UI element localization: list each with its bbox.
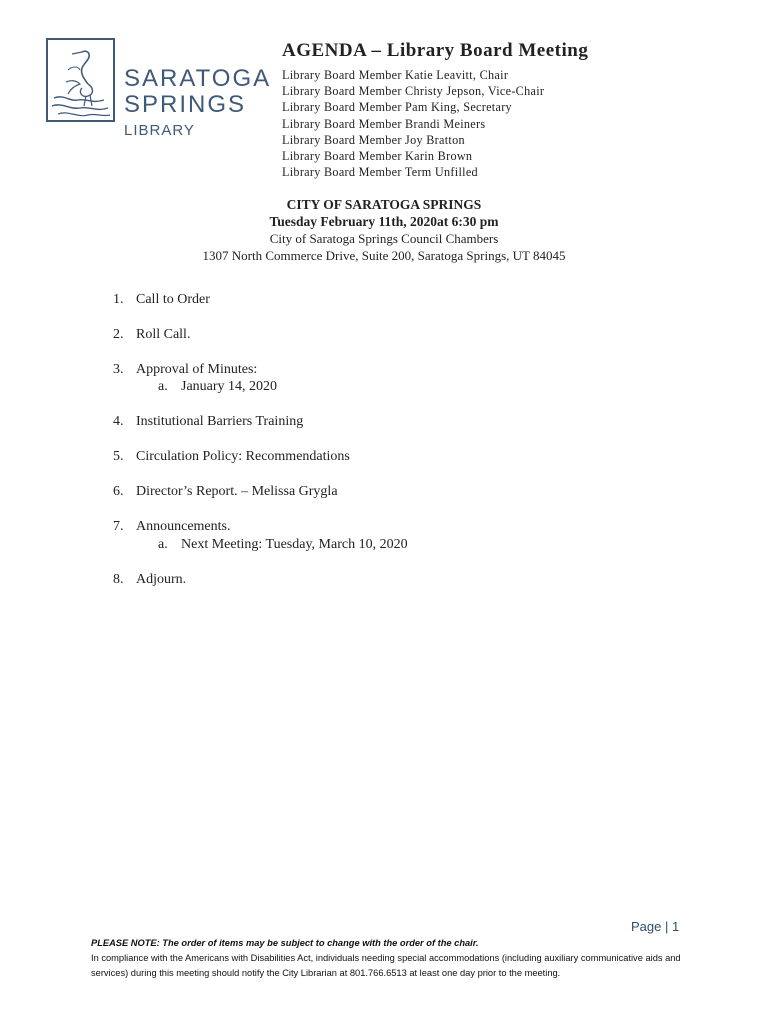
meeting-date: Tuesday February 11th, 2020at 6:30 pm — [269, 214, 499, 229]
agenda-item-number: 3. — [113, 362, 124, 377]
agenda-subitem-text: Next Meeting: Tuesday, March 10, 2020 — [181, 537, 408, 552]
agenda-subitem-text: January 14, 2020 — [181, 379, 278, 394]
agenda-item-text: Approval of Minutes: — [136, 362, 258, 377]
agenda-subitem-letter: a. — [158, 379, 168, 394]
board-member-list — [282, 67, 544, 180]
board-member: Library Board Member Brandi Meiners — [282, 116, 486, 131]
meeting-venue: City of Saratoga Springs Council Chambers — [269, 231, 499, 246]
footer-notice — [91, 936, 691, 981]
logo-line-library: LIBRARY — [124, 122, 195, 139]
agenda-item-text: Institutional Barriers Training — [136, 414, 304, 429]
agenda-item-number: 7. — [113, 519, 124, 534]
agenda-item-number: 1. — [113, 292, 124, 307]
agenda-item-text: Announcements. — [136, 519, 231, 534]
agenda-item-text: Director’s Report. – Melissa Grygla — [136, 484, 338, 499]
board-member: Library Board Member Christy Jepson, Vice-Chair — [282, 84, 545, 99]
agenda-item-number: 6. — [113, 484, 124, 499]
library-wordmark — [124, 66, 271, 142]
agenda-item-text: Adjourn. — [136, 572, 187, 587]
agenda-item-number: 4. — [113, 414, 124, 429]
agenda-item — [113, 362, 257, 378]
agenda-subitem — [158, 537, 408, 553]
agenda-item — [113, 292, 210, 308]
library-logo — [46, 38, 115, 122]
footer-ada-text: In compliance with the Americans with Disabilities Act, individuals needing special accommodations (including auxiliary communicative aids and services) during this meeting should notify the City Librarian at 801.766.6513 at least one day prior to the meeting. — [91, 953, 681, 978]
board-member: Library Board Member Katie Leavitt, Chair — [282, 68, 509, 82]
agenda-item — [113, 572, 186, 588]
agenda-item — [113, 449, 350, 465]
agenda-subitem-letter: a. — [158, 537, 168, 552]
meeting-address: 1307 North Commerce Drive, Suite 200, Saratoga Springs, UT 84045 — [202, 248, 566, 263]
agenda-item-number: 8. — [113, 572, 124, 587]
agenda-item-number: 5. — [113, 449, 124, 464]
page-number: Page | 1 — [631, 919, 680, 934]
logo-line-springs: SPRINGS — [124, 91, 247, 118]
agenda-item — [113, 484, 338, 500]
agenda-item — [113, 519, 230, 535]
board-member: Library Board Member Joy Bratton — [282, 132, 465, 147]
meeting-city: CITY OF SARATOGA SPRINGS — [286, 197, 482, 212]
agenda-item-number: 2. — [113, 327, 124, 342]
agenda-item-text: Circulation Policy: Recommendations — [136, 449, 350, 464]
meeting-header — [0, 196, 770, 264]
page-title: AGENDA – Library Board Meeting — [282, 40, 589, 61]
agenda-item-text: Roll Call. — [136, 327, 191, 342]
agenda-subitem — [158, 379, 277, 395]
board-member: Library Board Member Pam King, Secretary — [282, 100, 512, 115]
board-member: Library Board Member Term Unfilled — [282, 165, 478, 180]
footer-note: PLEASE NOTE: The order of items may be subject to change with the order of the chair. — [91, 938, 479, 948]
logo-line-saratoga: SARATOGA — [124, 65, 272, 92]
board-member: Library Board Member Karin Brown — [282, 149, 473, 164]
agenda-item — [113, 327, 190, 343]
heron-river-icon — [48, 40, 113, 120]
agenda-item — [113, 414, 303, 430]
agenda-item-text: Call to Order — [136, 292, 210, 307]
